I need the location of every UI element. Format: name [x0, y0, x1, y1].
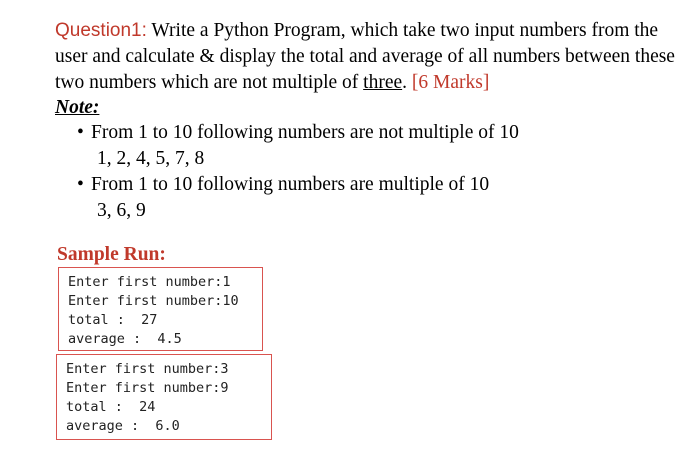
code-line: Enter first number:1 — [68, 274, 231, 290]
question-period: . — [402, 72, 408, 93]
code-line: total : 24 — [66, 399, 156, 415]
sample-run-output-1 — [58, 267, 263, 351]
note-item-numbers: 1, 2, 4, 5, 7, 8 — [97, 148, 205, 169]
question-text: Write a Python Program, which take two input numbers from the user and calculate & display the total and average of all numbers between these two numbers which are not multiple of — [55, 20, 675, 93]
note-item-numbers: 3, 6, 9 — [97, 200, 146, 221]
code-line: Enter first number:3 — [66, 361, 229, 377]
note-heading: Note: — [55, 97, 100, 118]
assignment-document — [55, 18, 685, 223]
bullet-icon: • — [77, 174, 84, 195]
question-marks: [6 Marks] — [407, 72, 490, 93]
question-paragraph — [55, 18, 685, 96]
sample-run-heading: Sample Run: — [57, 244, 166, 265]
code-line: Enter first number:10 — [68, 293, 239, 309]
code-line: Enter first number:9 — [66, 380, 229, 396]
note-item — [55, 172, 685, 223]
note-list — [55, 120, 685, 223]
bullet-icon: • — [77, 122, 84, 143]
note-item-text: From 1 to 10 following numbers are multiple of 10 — [91, 174, 490, 195]
code-line: total : 27 — [68, 312, 158, 328]
sample-run-output-2 — [56, 354, 272, 440]
code-line: average : 4.5 — [68, 331, 182, 347]
question-label: Question1: — [55, 20, 147, 41]
note-item — [55, 120, 685, 171]
question-underlined-word: three — [363, 72, 403, 93]
note-item-text: From 1 to 10 following numbers are not multiple of 10 — [91, 122, 519, 143]
code-line: average : 6.0 — [66, 418, 180, 434]
